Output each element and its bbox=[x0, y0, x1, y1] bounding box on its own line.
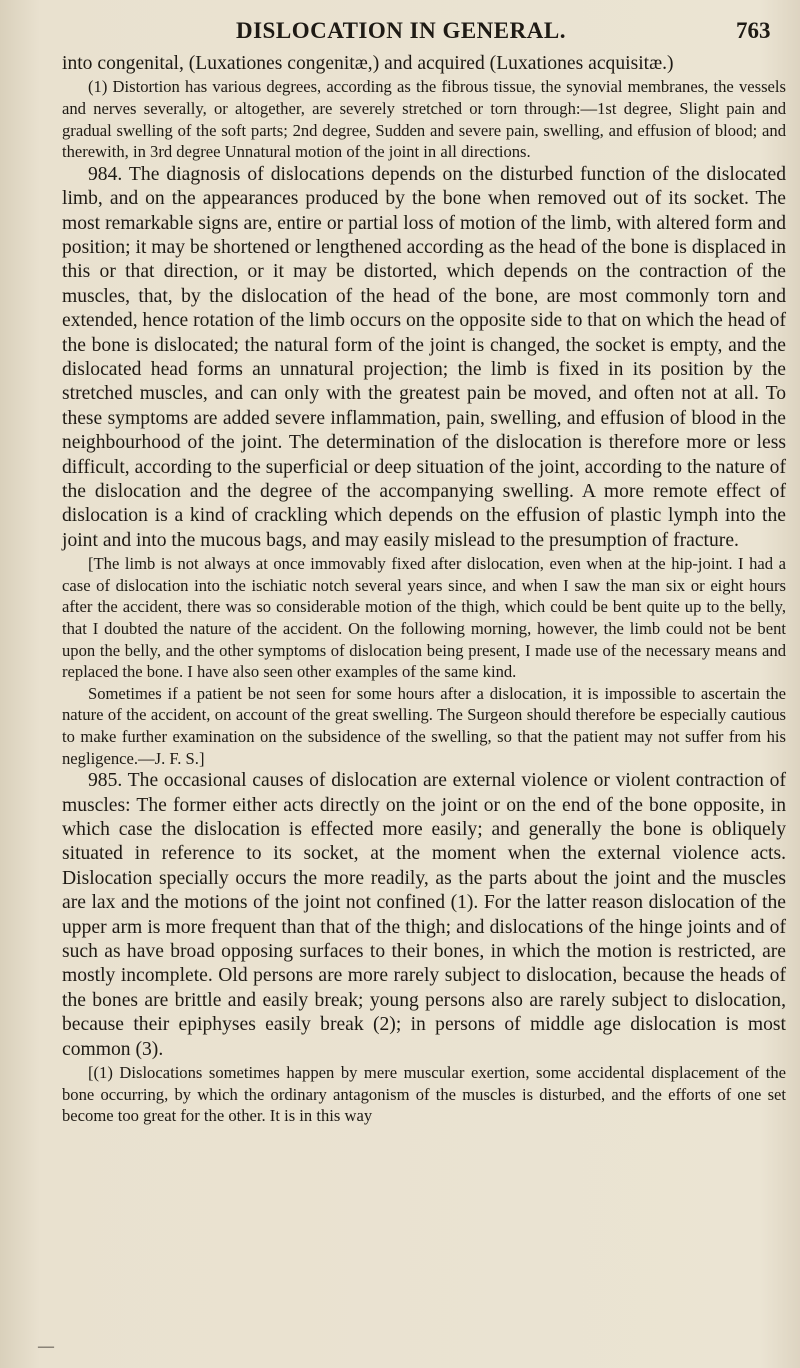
editor-note-hip-joint: [The limb is not always at once immovably fixed after dislocation, even when at the hip-joint. I had a case of dislocation into the ischiatic notch several years since, and when I saw the man six or eight hours after the accident, there was so considerable motion of the thigh, which could be bent quite up to the belly, that I doubted the nature of the accident. On the following morning, however, the limb could not be bent upon the belly, and the other symptoms of dislocation being present, I made use of the necessary means and replaced the bone. I have also seen other examples of the same kind. bbox=[62, 554, 786, 682]
margin-mark: — bbox=[38, 1338, 54, 1355]
paragraph-intro: into congenital, (Luxationes congenitæ,) and acquired (Luxationes acquisitæ.) bbox=[62, 53, 674, 74]
paragraph-984-diagnosis: 984. The diagnosis of dislocations depends on the disturbed function of the dislocated limb, and on the appearances produced by the bone when removed out of its socket. The most remarkable signs are, entire or partial loss of motion of the limb, with altered form and position; it may be shortened or lengthened according as the head of the bone is displaced in this or that direction, or it may be distorted, which depends on the contraction of the muscles, that, by the dislocation of the head of the bone, are most commonly torn and extended, hence rotation of the limb occurs on the opposite side to that on which the head of the bone is dislocated; the natural form of the joint is changed, the socket is empty, and the dislocated head forms an unnatural projection; the limb is fixed in its position by the stretched muscles, and can only with the greatest pain be moved, and often not at all. To these symptoms are added severe inflammation, pain, swelling, and effusion of blood in the neighbourhood of the joint. The determination of the dislocation is therefore more or less difficult, according to the superficial or deep situation of the joint, according to the nature of the dislocation and the degree of the accompanying swelling. A more remote effect of dislocation is a kind of crackling which depends on the effusion of plastic lymph into the joint and into the mucous bags, and may easily mislead to the presumption of fracture. bbox=[62, 163, 786, 551]
page-number: 763 bbox=[736, 18, 771, 43]
body-text bbox=[62, 52, 786, 1127]
editor-note-swelling: Sometimes if a patient be not seen for some hours after a dislocation, it is impossible to ascertain the nature of the accident, on account of the great swelling. The Surgeon should therefore be especially cautious to make further examination on the subsidence of the swelling, so that the patient may not suffer from his negligence.—J. F. S.] bbox=[62, 683, 786, 768]
running-head bbox=[0, 8, 800, 48]
footnote-muscular-exertion: [(1) Dislocations sometimes happen by mere muscular exertion, some accidental displacement of the bone occurring, by which the ordinary antagonism of the muscles is disturbed, and the efforts of one set become too great for the other. It is in this way bbox=[62, 1063, 786, 1126]
paragraph-985-causes: 985. The occasional causes of dislocation are external violence or violent contraction of muscles: The former either acts directly on the joint or on the end of the bone opposite, in which case the dislocation is effected more easily; and generally the bone is obliquely situated in reference to its socket, at the moment when the external violence acts. Dislocation specially occurs the more readily, as the parts about the joint and the muscles are lax and the motions of the joint not confined (1). For the latter reason dislocation of the upper arm is more frequent than that of the thigh; and dislocations of the hinge joints and of such as have broad opposing surfaces to their bones, in which the motion is restricted, are mostly incomplete. Old persons are more rarely subject to dislocation, because the heads of the bones are brittle and easily break; young persons also are rarely subject to dislocation, because their epiphyses easily break (2); in persons of middle age dislocation is most common (3). bbox=[62, 770, 786, 1060]
running-title: DISLOCATION IN GENERAL. bbox=[236, 18, 566, 43]
footnote-distortion: (1) Distortion has various degrees, according as the fibrous tissue, the synovial membranes, the vessels and nerves severally, or altogether, are severely stretched or torn through:—1st degree, Slight pain and gradual swelling of the soft parts; 2nd degree, Sudden and severe pain, swelling, and effusion of blood; and therewith, in 3rd degree Unnatural motion of the joint in all directions. bbox=[62, 77, 786, 162]
